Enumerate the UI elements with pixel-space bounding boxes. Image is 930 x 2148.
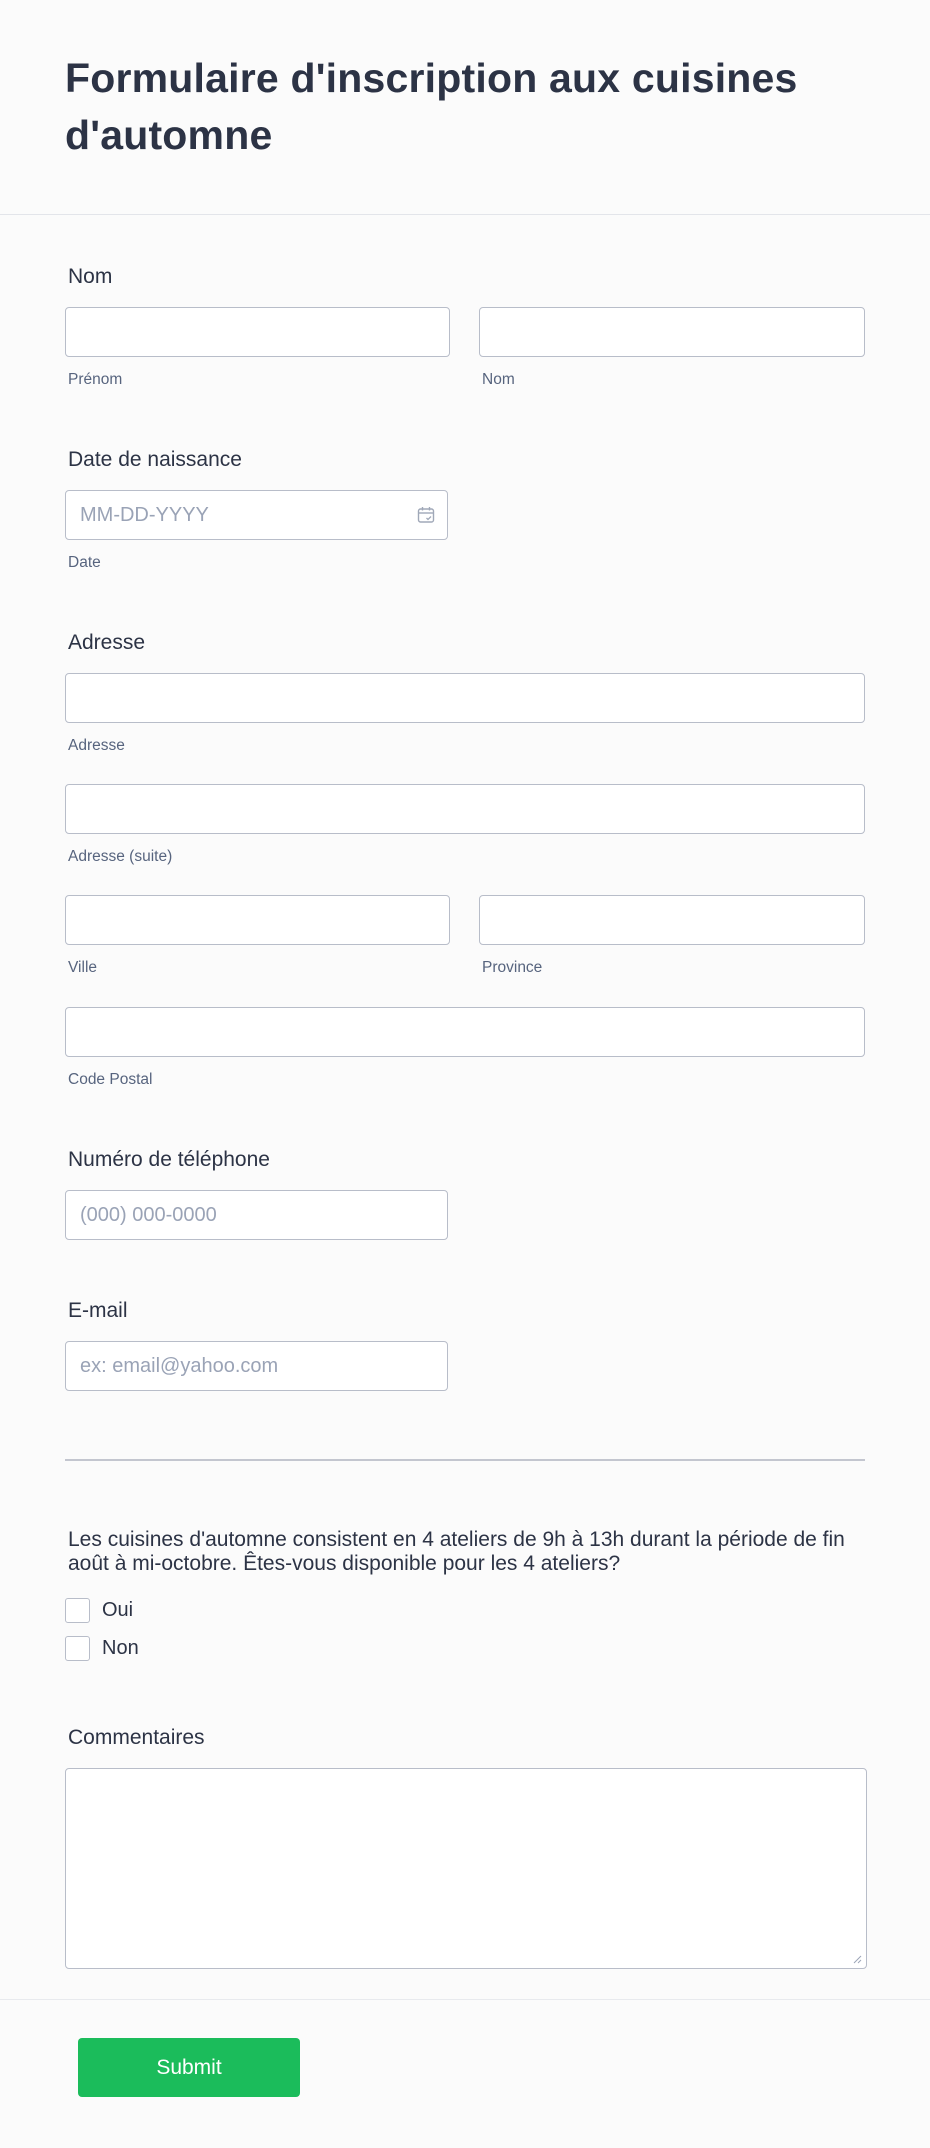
footer-divider — [0, 1999, 930, 2000]
birthdate-label: Date de naissance — [68, 448, 242, 471]
checkbox-oui[interactable] — [65, 1598, 90, 1623]
choice-non-label[interactable]: Non — [102, 1637, 139, 1659]
phone-label: Numéro de téléphone — [68, 1148, 270, 1171]
first-name-sublabel: Prénom — [68, 371, 123, 388]
availability-question: Les cuisines d'automne consistent en 4 ateliers de 9h à 13h durant la période de fin août à mi-octobre. Êtes-vous disponible pour les 4 ateliers? — [68, 1528, 845, 1575]
province-field[interactable] — [479, 895, 865, 945]
birthdate-field[interactable] — [65, 490, 448, 540]
address-label: Adresse — [68, 631, 146, 654]
email-label: E-mail — [68, 1299, 128, 1322]
postal-code-field[interactable] — [65, 1007, 865, 1057]
birthdate-input[interactable] — [66, 491, 447, 539]
submit-button[interactable]: Submit — [78, 2038, 300, 2097]
address-line1-input[interactable] — [66, 674, 864, 722]
email-input[interactable] — [66, 1342, 447, 1390]
calendar-icon[interactable] — [417, 506, 435, 524]
city-field[interactable] — [65, 895, 450, 945]
birthdate-sublabel: Date — [68, 554, 101, 571]
address-line1-sublabel: Adresse — [68, 737, 125, 754]
phone-field[interactable] — [65, 1190, 448, 1240]
address-line2-sublabel: Adresse (suite) — [68, 848, 173, 865]
first-name-input[interactable] — [66, 308, 449, 356]
choice-oui[interactable] — [65, 1598, 133, 1623]
form-header — [0, 0, 930, 215]
comments-label: Commentaires — [68, 1726, 205, 1749]
last-name-sublabel: Nom — [482, 371, 515, 388]
choice-non[interactable] — [65, 1636, 139, 1661]
last-name-input[interactable] — [480, 308, 864, 356]
province-input[interactable] — [480, 896, 864, 944]
first-name-field[interactable] — [65, 307, 450, 357]
comments-textarea[interactable] — [65, 1768, 867, 1969]
form-title: Formulaire d'inscription aux cuisines d'automne — [65, 55, 798, 158]
checkbox-non[interactable] — [65, 1636, 90, 1661]
postal-code-input[interactable] — [66, 1008, 864, 1056]
address-line1-field[interactable] — [65, 673, 865, 723]
resize-handle-icon[interactable] — [852, 1954, 862, 1964]
choice-oui-label[interactable]: Oui — [102, 1599, 134, 1621]
address-line2-field[interactable] — [65, 784, 865, 834]
phone-input[interactable] — [66, 1191, 447, 1239]
name-label: Nom — [68, 265, 113, 288]
city-sublabel: Ville — [68, 959, 98, 976]
email-field[interactable] — [65, 1341, 448, 1391]
postal-code-sublabel: Code Postal — [68, 1071, 153, 1088]
last-name-field[interactable] — [479, 307, 865, 357]
section-divider — [65, 1459, 865, 1461]
address-line2-input[interactable] — [66, 785, 864, 833]
province-sublabel: Province — [482, 959, 543, 976]
city-input[interactable] — [66, 896, 449, 944]
